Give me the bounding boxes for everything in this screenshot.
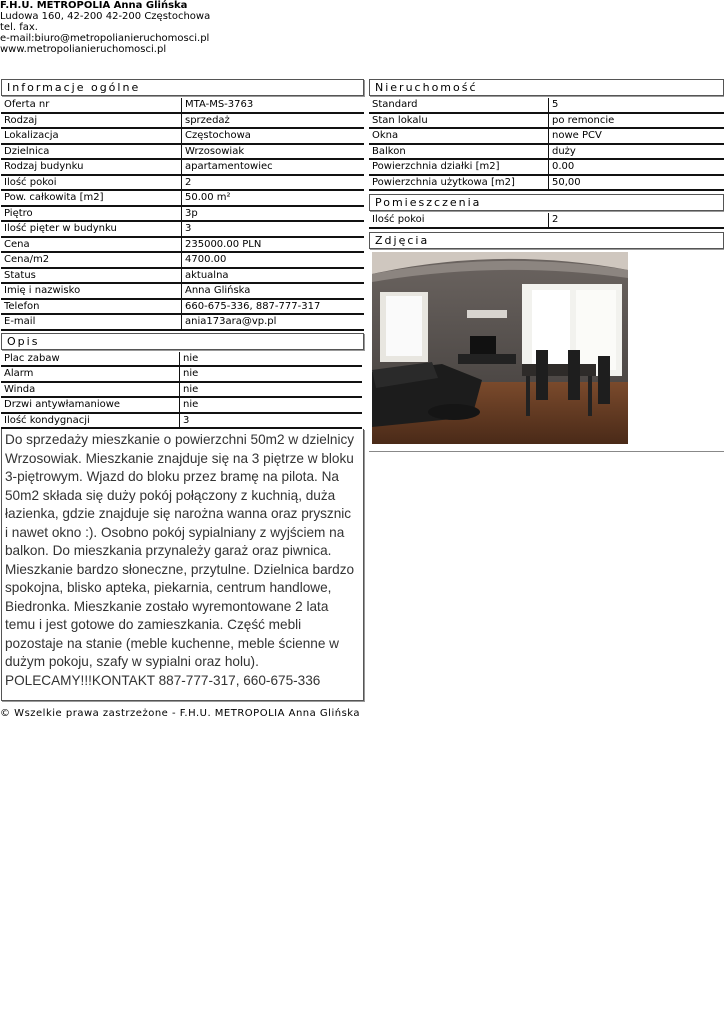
section-title-opis: Opis <box>1 333 364 350</box>
table-row <box>1 315 364 331</box>
row-value: 3p <box>182 207 364 223</box>
row-label: Ilość kondygnacji <box>1 414 180 430</box>
row-value: 2 <box>549 213 724 229</box>
row-label: Oferta nr <box>1 98 182 114</box>
living-room-photo-icon <box>372 252 628 444</box>
row-label: Piętro <box>1 207 182 223</box>
table-row <box>369 160 724 176</box>
row-value: apartamentowiec <box>182 160 364 176</box>
row-value: 3 <box>180 414 362 430</box>
row-label: Cena/m2 <box>1 253 182 269</box>
row-label: Rodzaj budynku <box>1 160 182 176</box>
table-row <box>1 191 364 207</box>
table-row <box>369 145 724 161</box>
row-label: Ilość pokoi <box>369 213 549 229</box>
row-value: duży <box>549 145 724 161</box>
section-title-photos: Zdjęcia <box>369 232 724 249</box>
row-value: nie <box>180 383 362 399</box>
row-value: 4700.00 <box>182 253 364 269</box>
row-value: po remoncie <box>549 114 724 130</box>
company-email[interactable]: e-mail:biuro@metropolianieruchomosci.pl <box>0 33 210 44</box>
email-value[interactable]: ania173ara@vp.pl <box>182 315 364 331</box>
row-label: Alarm <box>1 367 180 383</box>
table-row <box>1 145 364 161</box>
row-value: 50,00 <box>549 176 724 192</box>
table-row <box>1 383 362 399</box>
property-table <box>369 98 724 191</box>
table-row <box>1 398 362 414</box>
photo-gallery <box>369 252 724 452</box>
row-label: Rodzaj <box>1 114 182 130</box>
table-row <box>1 207 364 223</box>
left-column <box>1 79 364 701</box>
table-row <box>1 414 362 430</box>
company-website[interactable]: www.metropolianieruchomosci.pl <box>0 44 167 55</box>
footer-copyright: © Wszelkie prawa zastrzeżone - F.H.U. METROPOLIA Anna Glińska <box>0 708 361 719</box>
general-table <box>1 98 364 331</box>
table-row <box>1 367 362 383</box>
row-label: Ilość pięter w budynku <box>1 222 182 238</box>
row-label: Standard <box>369 98 549 114</box>
section-title-rooms: Pomieszczenia <box>369 194 724 211</box>
row-label: Powierzchnia działki [m2] <box>369 160 549 176</box>
row-label: Plac zabaw <box>1 352 180 368</box>
table-row <box>369 213 724 229</box>
row-label: E-mail <box>1 315 182 331</box>
row-value: 0.00 <box>549 160 724 176</box>
row-label: Drzwi antywłamaniowe <box>1 398 180 414</box>
table-row <box>1 222 364 238</box>
right-column <box>369 79 724 452</box>
opis-table <box>1 352 364 430</box>
section-title-general: Informacje ogólne <box>1 79 364 96</box>
row-label: Dzielnica <box>1 145 182 161</box>
description-text: Do sprzedaży mieszkanie o powierzchni 50m2 w dzielnicy Wrzosowiak. Mieszkanie znajduje się na 3 piętrze w bloku 3-piętrowym. Wjazd do bloku przez bramę na pilota. Na 50m2 składa się duży pokój połączony z kuchnią, duża łazienka, gdzie znajduje się narożna wanna oraz prysznic i nawet okno :). Osobno pokój sypialniany z wyjściem na balkon. Do mieszkania przynależy garaż oraz piwnica. Mieszkanie bardzo słoneczne, przytulne. Dzielnica bardzo spokojna, blisko apteka, piekarnia, centrum handlowe, Biedronka. Mieszkanie zostało wyremontowane 2 lata temu i jest gotowe do zamieszkania. Część mebli pozostaje na stanie (meble kuchenne, meble ścienne w dużym pokoju, szafy w sypialni oraz holu). POLECAMY!!!KONTAKT 887-777-317, 660-675-336 <box>5 432 355 688</box>
section-title-property: Nieruchomość <box>369 79 724 96</box>
company-address: Ludowa 160, 42-200 42-200 Częstochowa <box>0 11 211 22</box>
table-row <box>369 129 724 145</box>
table-row <box>1 238 364 254</box>
phone-value[interactable]: 660-675-336, 887-777-317 <box>182 300 364 316</box>
row-value: 235000.00 PLN <box>182 238 364 254</box>
row-value: 50.00 m² <box>182 191 364 207</box>
row-value: nie <box>180 398 362 414</box>
row-value: 5 <box>549 98 724 114</box>
table-row <box>1 129 364 145</box>
row-label: Imię i nazwisko <box>1 284 182 300</box>
row-value: sprzedaż <box>182 114 364 130</box>
row-value: aktualna <box>182 269 364 285</box>
row-label: Cena <box>1 238 182 254</box>
company-name: F.H.U. METROPOLIA Anna Glińska <box>0 0 188 11</box>
table-row <box>1 284 364 300</box>
opis-wrapper <box>1 352 364 430</box>
row-label: Lokalizacja <box>1 129 182 145</box>
company-fax: tel. fax. <box>0 22 38 33</box>
table-row <box>1 269 364 285</box>
row-label: Winda <box>1 383 180 399</box>
row-value: Wrzosowiak <box>182 145 364 161</box>
row-value: MTA-MS-3763 <box>182 98 364 114</box>
rooms-table <box>369 213 724 229</box>
table-row <box>1 253 364 269</box>
row-label: Balkon <box>369 145 549 161</box>
row-label: Stan lokalu <box>369 114 549 130</box>
table-row <box>369 98 724 114</box>
row-value: Anna Glińska <box>182 284 364 300</box>
apartment-photo[interactable] <box>372 252 628 444</box>
row-label: Ilość pokoi <box>1 176 182 192</box>
row-value: 2 <box>182 176 364 192</box>
table-row <box>1 300 364 316</box>
table-row <box>1 114 364 130</box>
row-label: Telefon <box>1 300 182 316</box>
table-row <box>1 352 362 368</box>
table-row <box>369 114 724 130</box>
table-row <box>1 98 364 114</box>
row-label: Powierzchnia użytkowa [m2] <box>369 176 549 192</box>
table-row <box>1 176 364 192</box>
row-label: Okna <box>369 129 549 145</box>
company-header <box>0 0 210 55</box>
row-label: Pow. całkowita [m2] <box>1 191 182 207</box>
row-label: Status <box>1 269 182 285</box>
description-box <box>1 429 364 701</box>
row-value: Częstochowa <box>182 129 364 145</box>
table-row <box>369 176 724 192</box>
row-value: 3 <box>182 222 364 238</box>
row-value: nie <box>180 352 362 368</box>
row-value: nie <box>180 367 362 383</box>
row-value: nowe PCV <box>549 129 724 145</box>
table-row <box>1 160 364 176</box>
